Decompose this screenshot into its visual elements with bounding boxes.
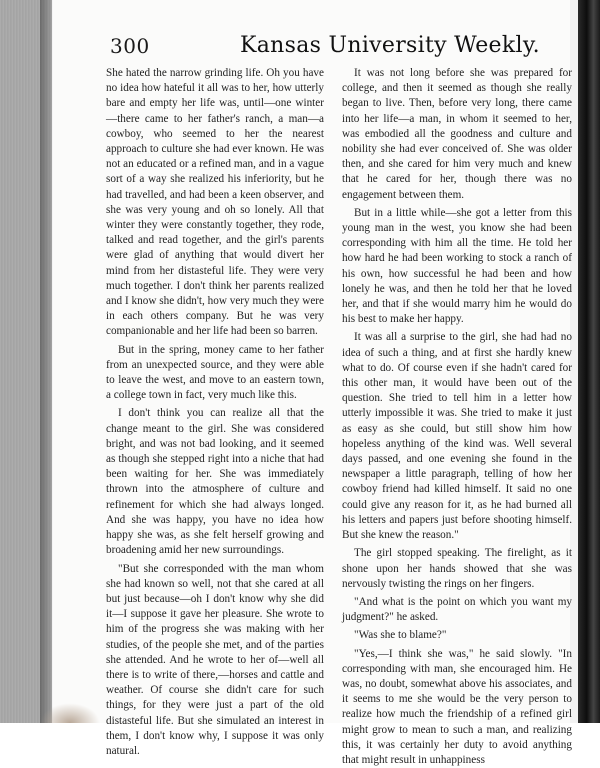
- spine-shadow: [40, 0, 54, 723]
- page-header: [110, 34, 550, 64]
- book-cover-edge: [578, 0, 600, 723]
- paragraph: It was all a surprise to the girl, she had had no idea of such a thing, and at first she hardly knew what to do. Of course even if she hadn't cared for this other man, it would have been out of the question. She tried to tell him in a letter how utterly impossible it was. She tried to make it just as easy as she could, but still show him how hopeless anything of the kind was. Well several days passed, and one evening she found in the newspaper a little paragraph, telling of how her cowboy friend had killed himself. It said no one could give any reason for it, as he had burned all his letters and papers just before shooting himself. But she knew the reason.": [342, 331, 572, 542]
- paragraph: "But she corresponded with the man whom she had known so well, not that she cared at all but just because—oh I don't know why she did it—I suppose it gave her pleasure. She wrote to him of the progress she was making with her studies, of the people she met, and of the parties she attended. And he wrote to her of—well all there is to write of there,—horses and cattle and weather. Of course she didn't care for such things, for they were just a part of the old distasteful life. But she simulated an interest in them, I don't know why, I suppose it was only natural.: [106, 562, 324, 757]
- paragraph: The girl stopped speaking. The firelight, as it shone upon her hands showed that she was nervously twisting the rings on her fingers.: [342, 547, 572, 590]
- paragraph: "Yes,—I think she was," he said slowly. "In corresponding with man, she encouraged him. He was, no doubt, somewhat above his associates, and it seems to me she would be the very person to realize how much the friendship of a refined girl might grow to mean to such a man, and realizing this, it was certainly her duty to avoid anything that might result in unhappiness: [342, 647, 572, 766]
- paragraph: "And what is the point on which you want my judgment?" he asked.: [342, 595, 572, 624]
- left-column: [106, 66, 324, 759]
- thumb-shadow: [40, 703, 100, 723]
- page-number: 300: [110, 34, 150, 58]
- paragraph: She hated the narrow grinding life. Oh you have no idea how hateful it all was to her, how utterly bare and empty her life was, until—one winter—there came to her father's ranch, a man—a cowboy, who seemed to her the nearest approach to culture she had ever known. He was not an educated or a refined man, and in a vague sort of a way she realized his inferiority, but he had travelled, and had been a keen observer, and she was very young and oh so lonely. All that winter they were constantly together, they rode, talked and read together, and the girl's parents were glad of anything that would divert her mind from her distasteful life. They were very much together. I don't think her parents realized and I know she didn't, how very much they were in each others company. But he was very companionable and her life had been so barren.: [106, 67, 324, 338]
- paragraph: But in a little while—she got a letter from this young man in the west, you know she had been corresponding with him all the time. He told her how hard he had been working to stock a ranch of his own, how successful he had been and how lonely he was, and then he told her that he loved her, and that if she would marry him he would do his best to make her happy.: [342, 206, 572, 326]
- paragraph: It was not long before she was prepared for college, and then it seemed as though she really began to live. Then, before very long, there came into her life—a man, in whom it seemed to her, was embodied all the goodness and culture and nobility she had ever conceived of. She was older then, and she cared for him very much and knew that he cared for her, though there was no engagement between them.: [342, 67, 572, 201]
- paragraph: "Was she to blame?": [354, 629, 447, 642]
- paragraph: I don't think you can realize all that the change meant to the girl. She was considered bright, and was not bad looking, and it seemed as though she stepped right into a niche that had been waiting for her. She was immediately thrown into the atmosphere of culture and refinement for which she had always longed. And she was happy, you have no idea how happy she was, as she felt herself growing and broadening amid her new surroundings.: [106, 407, 324, 557]
- publication-title: Kansas University Weekly.: [240, 33, 540, 58]
- paragraph: But in the spring, money came to her father from an unexpected source, and they were able to leave the west, and move to an eastern town, a college town in fact, very much like this.: [106, 343, 324, 402]
- right-column: [342, 66, 572, 768]
